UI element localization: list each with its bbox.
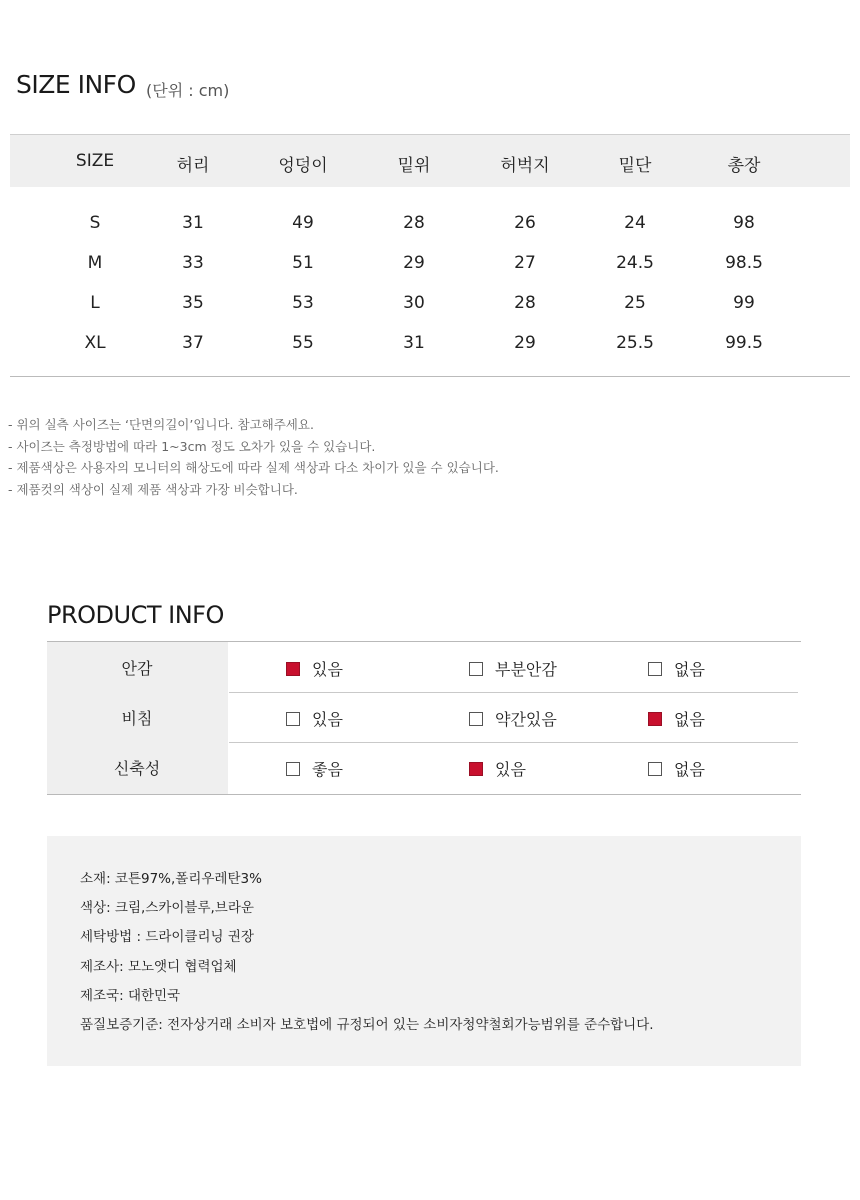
size-cell: 24.5	[616, 253, 654, 273]
option-sheer-slight[interactable]	[469, 707, 557, 730]
size-header-size: SIZE	[75, 151, 115, 171]
detail-color: 색상: 크림,스카이블루,브라운	[80, 900, 254, 917]
size-header-hip: 엉덩이	[278, 156, 328, 176]
size-header-waist: 허리	[176, 156, 210, 176]
checkbox[interactable]	[469, 762, 483, 776]
checkbox[interactable]	[648, 762, 662, 776]
size-cell: XL	[84, 333, 106, 353]
size-cell: 28	[514, 293, 536, 313]
size-table-header	[10, 134, 850, 187]
option-label: 없음	[674, 660, 705, 679]
checkbox[interactable]	[286, 662, 300, 676]
detail-origin: 제조국: 대한민국	[80, 987, 181, 1004]
size-notes	[8, 414, 499, 500]
detail-manufacturer: 제조사: 모노앳디 협력업체	[80, 958, 237, 975]
size-cell: 51	[292, 253, 314, 273]
size-row-l	[10, 283, 850, 323]
size-cell: 31	[403, 333, 425, 353]
option-label: 있음	[312, 710, 343, 729]
option-stretch-no[interactable]	[648, 757, 705, 780]
size-cell: 30	[403, 293, 425, 313]
option-sheer-yes[interactable]	[286, 707, 343, 730]
size-cell: 29	[403, 253, 425, 273]
size-table-bottom-divider	[10, 376, 850, 377]
option-label: 좋음	[312, 760, 343, 779]
size-cell: 25.5	[616, 333, 654, 353]
size-cell: 99.5	[725, 333, 763, 353]
size-cell: 55	[292, 333, 314, 353]
size-cell: 28	[403, 213, 425, 233]
size-info-unit: (단위 : cm)	[146, 81, 230, 100]
size-header-rise: 밑위	[397, 156, 431, 176]
size-info-title: SIZE INFO	[16, 70, 136, 99]
size-table	[10, 134, 850, 363]
size-cell: 99	[733, 293, 755, 313]
size-cell: 33	[182, 253, 204, 273]
size-cell: 24	[624, 213, 646, 233]
checkbox[interactable]	[648, 662, 662, 676]
note-line: - 사이즈는 측정방법에 따라 1~3cm 정도 오차가 있을 수 있습니다.	[8, 438, 376, 454]
option-label: 있음	[312, 660, 343, 679]
checkbox[interactable]	[286, 762, 300, 776]
size-header-length: 총장	[727, 156, 761, 176]
size-header-hem: 밑단	[618, 156, 652, 176]
size-cell: 49	[292, 213, 314, 233]
size-cell: M	[87, 253, 103, 273]
size-cell: S	[89, 213, 101, 233]
option-label: 없음	[674, 710, 705, 729]
size-cell: 35	[182, 293, 204, 313]
product-row-sheerness	[47, 692, 801, 742]
note-line: - 제품컷의 색상이 실제 제품 색상과 가장 비슷합니다.	[8, 481, 298, 497]
product-row-label: 비침	[121, 709, 153, 728]
product-row-label: 안감	[121, 659, 153, 678]
product-info-table	[47, 641, 801, 795]
checkbox[interactable]	[469, 662, 483, 676]
note-line: - 위의 실측 사이즈는 ‘단면의길이’입니다. 참고해주세요.	[8, 417, 314, 432]
option-stretch-yes[interactable]	[469, 757, 526, 780]
option-label: 없음	[674, 760, 705, 779]
checkbox[interactable]	[648, 712, 662, 726]
option-stretch-good[interactable]	[286, 757, 343, 780]
size-cell: 29	[514, 333, 536, 353]
size-cell: 31	[182, 213, 204, 233]
checkbox[interactable]	[469, 712, 483, 726]
size-row-m	[10, 243, 850, 283]
product-row-label: 신축성	[113, 759, 161, 778]
option-lining-no[interactable]	[648, 657, 705, 680]
size-cell: L	[90, 293, 100, 313]
size-header-thigh: 허벅지	[500, 156, 550, 176]
size-cell: 37	[182, 333, 204, 353]
size-cell: 25	[624, 293, 646, 313]
size-cell: 26	[514, 213, 536, 233]
option-lining-partial[interactable]	[469, 657, 557, 680]
product-row-lining	[47, 642, 801, 692]
checkbox[interactable]	[286, 712, 300, 726]
note-line: - 제품색상은 사용자의 모니터의 해상도에 따라 실제 색상과 다소 차이가 있을 수 있습니다.	[8, 460, 499, 476]
detail-washing: 세탁방법 : 드라이클리닝 권장	[80, 929, 254, 946]
product-info-title: PRODUCT INFO	[47, 601, 224, 629]
option-label: 부분안감	[495, 660, 557, 679]
option-label: 있음	[495, 760, 526, 779]
detail-material: 소재: 코튼97%,폴리우레탄3%	[80, 871, 262, 887]
product-details-box	[47, 836, 801, 1066]
size-row-xl	[10, 323, 850, 363]
size-row-s	[10, 203, 850, 243]
option-label: 약간있음	[495, 710, 557, 729]
product-row-stretch	[47, 742, 801, 792]
option-lining-yes[interactable]	[286, 657, 343, 680]
size-cell: 27	[514, 253, 536, 273]
detail-quality-guarantee: 품질보증기준: 전자상거래 소비자 보호법에 규정되어 있는 소비자청약철회가능범위를 준수합니다.	[80, 1017, 654, 1034]
option-sheer-no[interactable]	[648, 707, 705, 730]
size-cell: 98.5	[725, 253, 763, 273]
size-cell: 53	[292, 293, 314, 313]
size-cell: 98	[733, 213, 755, 233]
